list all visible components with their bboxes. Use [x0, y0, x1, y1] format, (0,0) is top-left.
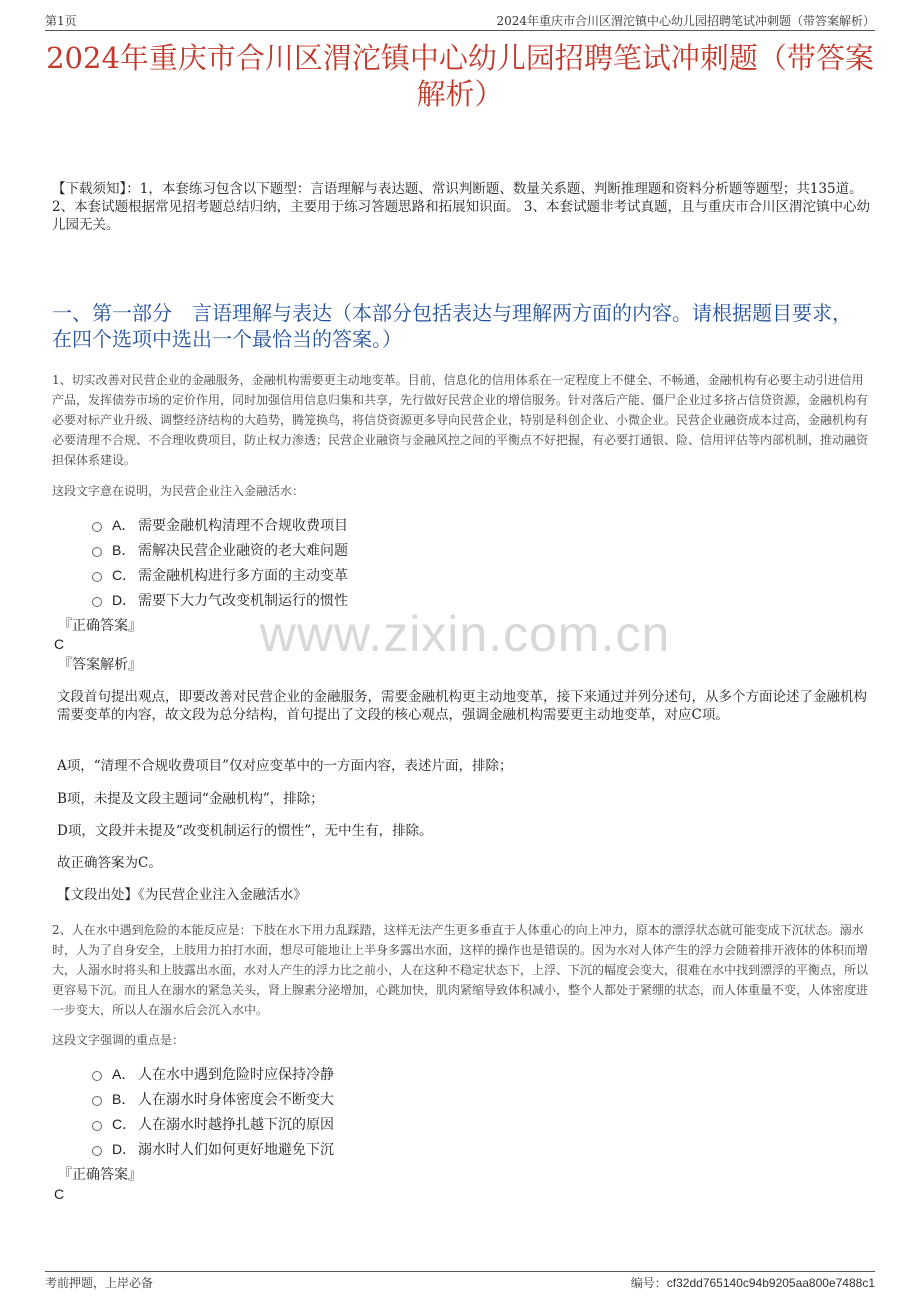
q1-analysis-paragraph: A项，“清理不合规收费项目”仅对应变革中的一方面内容，表述片面，排除；: [57, 758, 513, 774]
footer-code-value: cf32dd765140c94b9205aa800e7488c1: [666, 1276, 875, 1290]
option-text: 人在水中遇到危险时应保持冷静: [138, 1066, 334, 1083]
q1-answer: C: [54, 636, 65, 652]
option-letter: B．: [112, 541, 136, 558]
option-letter: A．: [112, 516, 136, 533]
q1-analysis-paragraph: 文段首句提出观点，即要改善对民营企业的金融服务，需要金融机构更主动地变革，接下来通过并列分述句，从多个方面论述了金融机构需要变革的内容，故文段为总分结构，首句提出了文段的核心观点，强调金融机构需要更主动地变革，对应C项。: [57, 689, 867, 723]
footer-slogan: 考前押题，上岸必备: [45, 1276, 154, 1290]
q1-options: [92, 512, 860, 612]
q1-option-b[interactable]: [92, 537, 860, 562]
radio-icon[interactable]: [92, 1096, 102, 1106]
option-letter: C．: [112, 566, 137, 583]
q1-analysis-paragraph: B项，未提及文段主题词“金融机构”，排除；: [57, 791, 324, 807]
q1-passage: 1、切实改善对民营企业的金融服务，金融机构需要更主动地变革。目前，信息化的信用体系在一定程度上不健全、不畅通，金融机构有必要主动引进信用产品，发挥债券市场的定价作用，同时加强信用信息归集和共享，先行做好民营企业的增信服务。针对落后产能、僵尸企业过多挤占信贷资源，金融机构有必要对标产业升级、调整经济结构的大趋势，腾笼换鸟，将信贷资源更多导向民营企业，特别是科创企业、小微企业。民营企业融资成本过高，金融机构有必要清理不合规、不合理收费项目，防止权力渗透；民营企业融资与金融风控之间的平衡点不好把握，有必要打通银、险、信用评估等内部机制，推动融资担保体系建设。: [52, 373, 869, 467]
q2-option-c[interactable]: [92, 1111, 860, 1136]
q1-option-c[interactable]: [92, 562, 860, 587]
option-text: 需金融机构进行多方面的主动变革: [138, 567, 348, 584]
q1-analysis-paragraph: D项，文段并未提及“改变机制运行的惯性”，无中生有，排除。: [57, 823, 433, 839]
radio-icon[interactable]: [92, 1121, 102, 1131]
page-header: [45, 12, 875, 31]
q2-option-d[interactable]: [92, 1136, 860, 1161]
option-text: 需解决民营企业融资的老大难问题: [138, 542, 348, 559]
watermark: www.zixin.com.cn: [259, 606, 671, 662]
q1-source: 【文段出处】《为民营企业注入金融活水》: [57, 887, 307, 903]
q2-option-a[interactable]: [92, 1061, 860, 1086]
radio-icon[interactable]: [92, 572, 102, 582]
q2-passage: 2、人在水中遇到危险的本能反应是：下肢在水下用力乱踩踏，这样无法产生更多垂直于人体重心的向上冲力，原本的漂浮状态就可能变成下沉状态。溺水时，人为了自身安全，上肢用力拍打水面，想尽可能地让上半身多露出水面，这样的操作也是错误的。因为水对人体产生的浮力会随着排开液体的体积而增大，人溺水时将头和上肢露出水面，水对人产生的浮力比之前小，人在这种不稳定状态下，上浮、下沉的幅度会变大，很难在水中找到漂浮的平衡点，所以更容易下沉。而且人在溺水的紧急关头，肾上腺素分泌增加，心跳加快，肌肉紧缩导致体积减小，整个人都处于紧绷的状态，而人体重量不变，人体密度进一步变大，所以人在溺水后会沉入水中。: [52, 923, 869, 1017]
option-text: 溺水时人们如何更好地避免下沉: [138, 1141, 334, 1158]
document-title: 2024年重庆市合川区渭沱镇中心幼儿园招聘笔试冲刺题（带答案解析）: [46, 41, 874, 111]
option-text: 人在溺水时身体密度会不断变大: [138, 1091, 334, 1108]
q2-option-b[interactable]: [92, 1086, 860, 1111]
q1-answer-label: 『正确答案』: [58, 618, 142, 634]
page-number: 第1页: [45, 14, 77, 28]
radio-icon[interactable]: [92, 597, 102, 607]
header-doc-title: 2024年重庆市合川区渭沱镇中心幼儿园招聘笔试冲刺题（带答案解析）: [496, 14, 875, 28]
radio-icon[interactable]: [92, 1146, 102, 1156]
download-notice: 【下载须知】：1，本套练习包含以下题型：言语理解与表达题、常识判断题、数量关系题、判断推理题和资料分析题等题型；共135道。 2、本套试题根据常见招考题总结归纳，主要用于练习答题思路和拓展知识面。 3、本套试题非考试真题，且与重庆市合川区渭沱镇中心幼儿园无关。: [52, 181, 870, 233]
option-letter: D．: [112, 591, 137, 608]
option-letter: C．: [112, 1115, 137, 1132]
radio-icon[interactable]: [92, 1071, 102, 1081]
q1-stem: 这段文字意在说明，为民营企业注入金融活水：: [52, 484, 305, 498]
q1-option-a[interactable]: [92, 512, 860, 537]
q2-stem: 这段文字强调的重点是：: [52, 1033, 185, 1047]
section-heading: 一、第一部分 言语理解与表达（本部分包括表达与理解两方面的内容。请根据题目要求，在四个选项中选出一个最恰当的答案。）: [52, 301, 852, 351]
option-letter: D．: [112, 1140, 137, 1157]
q1-analysis-label: 『答案解析』: [58, 657, 142, 673]
footer-code: [631, 1274, 875, 1291]
option-letter: A．: [112, 1065, 136, 1082]
option-text: 需要下大力气改变机制运行的惯性: [138, 592, 348, 609]
q2-options: [92, 1061, 860, 1161]
option-text: 需要金融机构清理不合规收费项目: [138, 517, 348, 534]
option-text: 人在溺水时越挣扎越下沉的原因: [138, 1116, 334, 1133]
q2-answer: C: [54, 1186, 65, 1202]
radio-icon[interactable]: [92, 522, 102, 532]
q1-analysis-paragraph: 故正确答案为C。: [57, 855, 162, 871]
radio-icon[interactable]: [92, 547, 102, 557]
footer-code-label: 编号：: [630, 1276, 667, 1290]
option-letter: B．: [112, 1090, 136, 1107]
q2-answer-label: 『正确答案』: [58, 1167, 142, 1183]
page-footer: [45, 1271, 875, 1292]
